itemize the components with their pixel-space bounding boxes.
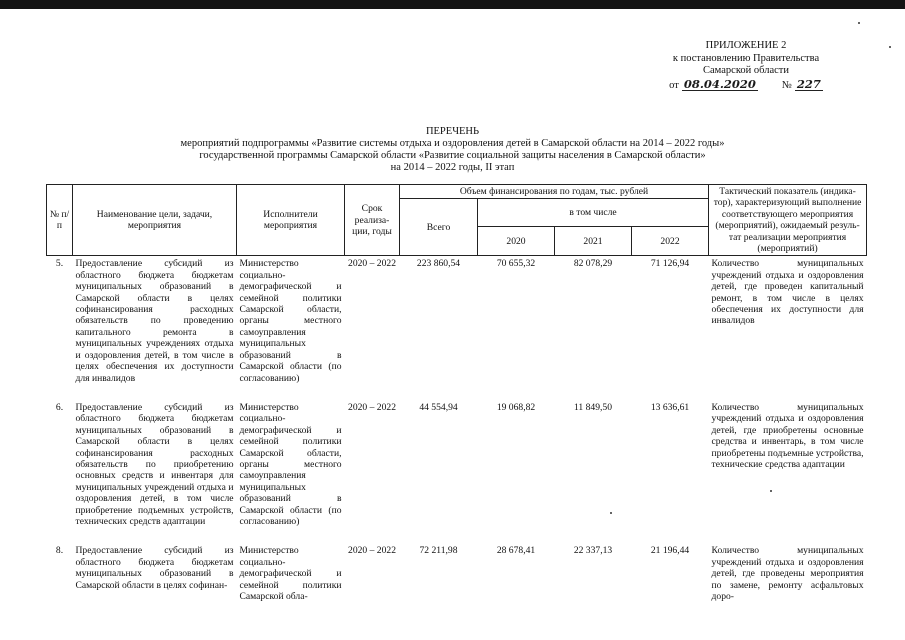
row-indicator: Количество муниципальных учреждений отдыха и оздоровления детей, где приобретены основные средства и инвентарь, в том числе приобретены подъемные устройства, технические средства адаптации: [711, 401, 864, 470]
header-2021: 2021: [555, 227, 632, 256]
header-2022: 2022: [632, 227, 709, 256]
row-term: 2020 – 2022: [348, 545, 396, 557]
row-executors: Министерство социально-демографической и семейной политики Самарской обла-: [239, 545, 342, 602]
row-2021: 11 849,50: [573, 401, 613, 413]
header-indicator: Тактический показатель (индика-тор), характеризующий выполнение соответствующего мероприятия (мероприятий), ожидаемый резуль-тат реализации мероприятия (мероприятий): [709, 185, 867, 256]
row-name: Предоставление субсидий из областного бюджета бюджетам муниципальных образований в Самарской области в целях софинансирования расходных обязательств по проведению капитального ремонта в муниципальных учреждениях отдыха и оздоровления детей, в том числе в целях обеспечения их доступности для инвалидов: [75, 258, 234, 384]
row-2021: 82 078,29: [573, 258, 613, 270]
document-heading: [0, 126, 905, 174]
table-row: [47, 400, 867, 529]
header-num: № п/п: [47, 185, 73, 256]
scan-top-border: [0, 0, 905, 9]
row-name: Предоставление субсидий из областного бюджета бюджетам муниципальных образований в Самарской области в целях софинан-: [75, 545, 234, 591]
row-executors: Министерство социально-демографической и семейной политики Самарской области, органы местного самоуправления муниципальных образований в Самарской области (по согласованию): [239, 258, 342, 384]
row-total: 44 554,94: [419, 401, 458, 413]
header-executors: Исполнители мероприятия: [237, 185, 345, 256]
row-total: 72 211,98: [419, 545, 458, 557]
measures-table-wrap: [46, 184, 866, 604]
number-label: №: [781, 79, 792, 91]
handwritten-date: 08.04.2020: [683, 76, 756, 91]
header-funding: Объем финансирования по годам, тыс. рублей: [400, 185, 709, 199]
header-term: Срок реализа-ции, годы: [345, 185, 400, 256]
table-row: [47, 256, 867, 386]
row-executors: Министерство социально-демографической и семейной политики Самарской области, органы местного самоуправления муниципальных образований в Самарской области (по согласованию): [239, 401, 342, 527]
row-total: 223 860,54: [416, 258, 461, 270]
scan-speck: [858, 22, 860, 24]
appendix-date-row: [651, 78, 841, 93]
row-2022: 71 126,94: [650, 258, 690, 270]
table-row: [47, 543, 867, 604]
appendix-block: [651, 40, 841, 92]
row-2022: 21 196,44: [650, 545, 690, 557]
handwritten-number: 227: [796, 76, 821, 91]
row-term: 2020 – 2022: [348, 258, 396, 270]
row-2020: 19 068,82: [496, 401, 536, 413]
measures-table: [46, 184, 867, 604]
appendix-title: ПРИЛОЖЕНИЕ 2: [705, 40, 787, 51]
row-2022: 13 636,61: [650, 401, 690, 413]
row-name: Предоставление субсидий из областного бюджета бюджетам муниципальных образований в Самарской области в целях софинансирования расходных обязательств по приобретению основных средств и инвентаря для муниципальных учреждений отдыха и оздоровления детей, в том числе приобретение подъемных устройств, технических средств адаптации: [75, 401, 234, 527]
header-incl: в том числе: [478, 199, 709, 227]
row-indicator: Количество муниципальных учреждений отдыха и оздоровления детей, где проведен капитальный ремонт, в том числе в целях обеспечения их доступности для инвалидов: [711, 258, 864, 327]
header-2020: 2020: [478, 227, 555, 256]
row-num: 8.: [55, 545, 64, 557]
header-name: Наименование цели, задачи, мероприятия: [73, 185, 237, 256]
heading-line1: мероприятий подпрограммы «Развитие системы отдыха и оздоровления детей в Самарской области на 2014 – 2022 годы»: [180, 138, 725, 149]
scan-speck: [889, 46, 891, 48]
heading-line2: государственной программы Самарской области «Развитие социальной защиты населения в Самарской области»: [199, 150, 706, 161]
row-term: 2020 – 2022: [348, 401, 396, 413]
row-2020: 28 678,41: [496, 545, 536, 557]
appendix-line2: Самарской области: [703, 65, 789, 76]
appendix-line1: к постановлению Правительства: [672, 52, 820, 64]
heading-title: ПЕРЕЧЕНЬ: [425, 126, 480, 137]
from-label: от: [669, 79, 679, 91]
heading-line3: на 2014 – 2022 годы, II этап: [390, 162, 515, 173]
row-2020: 70 655,32: [496, 258, 536, 270]
row-2021: 22 337,13: [573, 545, 613, 557]
row-num: 5.: [55, 258, 64, 270]
row-num: 6.: [55, 401, 64, 413]
row-indicator: Количество муниципальных учреждений отдыха и оздоровления детей, где проведены мероприятия по замене, ремонту асфальтовых доро-: [711, 545, 864, 602]
header-total: Всего: [400, 199, 478, 256]
